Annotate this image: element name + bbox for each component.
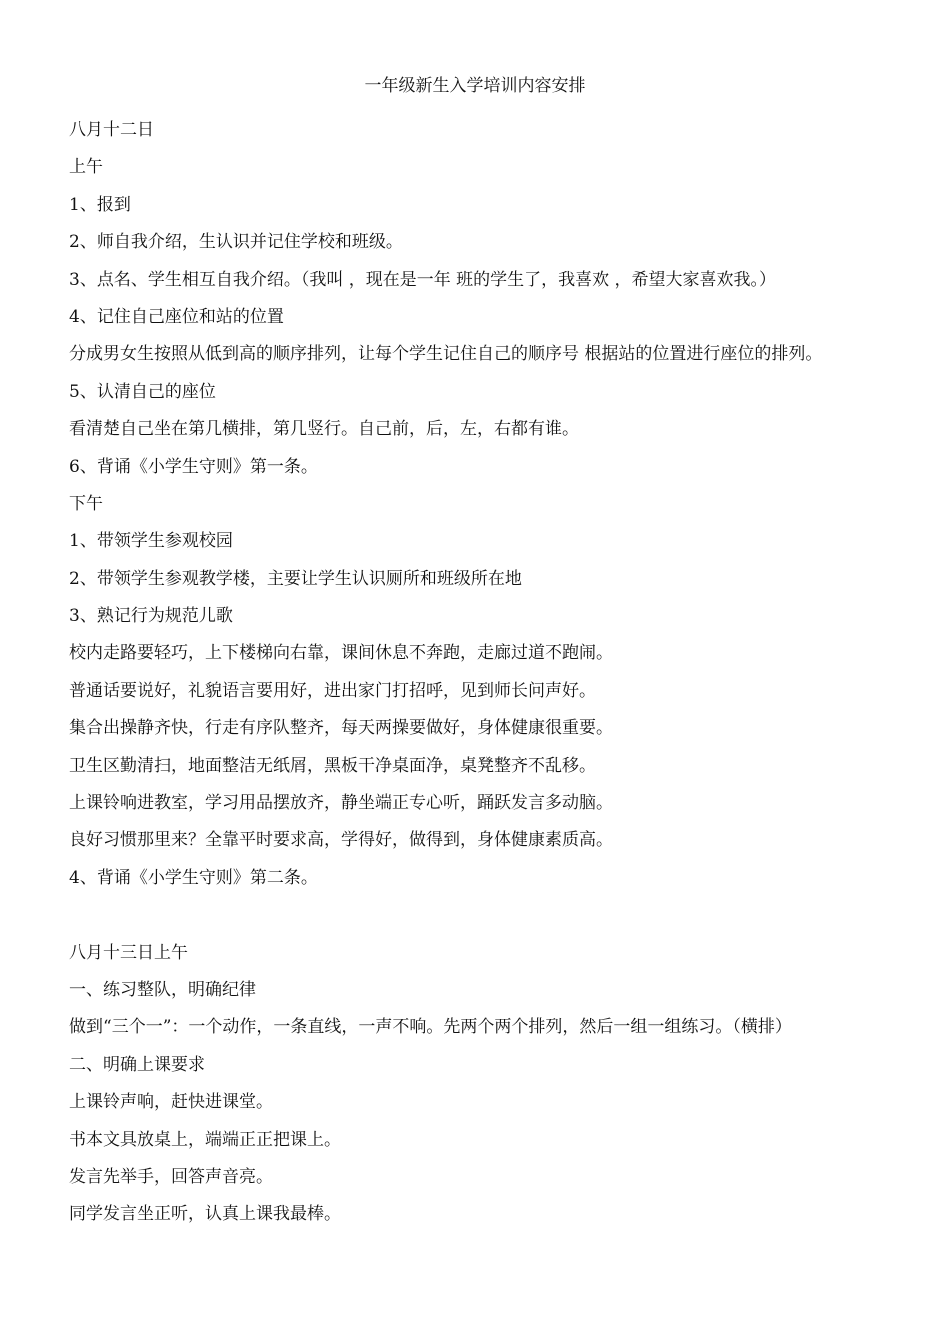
text-line: 1、报到 <box>69 194 131 215</box>
text-line: 3、熟记行为规范儿歌 <box>69 606 233 627</box>
subheading-afternoon: 下午 <box>69 493 103 514</box>
rhyme-line: 书本文具放桌上，端端正正把课上。 <box>69 1129 341 1150</box>
rhyme-line: 集合出操静齐快，行走有序队整齐，每天两操要做好，身体健康很重要。 <box>69 718 613 739</box>
text-line: 二、明确上课要求 <box>69 1054 205 1075</box>
rhyme-line: 同学发言坐正听，认真上课我最棒。 <box>69 1204 341 1225</box>
rhyme-line: 卫生区勤清扫，地面整洁无纸屑，黑板干净桌面净，桌凳整齐不乱移。 <box>69 755 596 776</box>
text-line: 一、练习整队，明确纪律 <box>69 980 256 1000</box>
text-line: 1、带领学生参观校园 <box>69 531 233 552</box>
text-line: 看清楚自己坐在第几横排，第几竖行。自己前，后，左，右都有谁。 <box>69 419 579 440</box>
rhyme-line: 上课铃声响，赶快进课堂。 <box>69 1092 273 1113</box>
text-line: 做到“三个一”：一个动作，一条直线，一声不响。先两个两个排列，然后一组一组练习。（横排） <box>69 1017 792 1038</box>
document-title: 一年级新生入学培训内容安排 <box>364 76 586 96</box>
rhyme-line: 上课铃响进教室，学习用品摆放齐，静坐端正专心听，踊跃发言多动脑。 <box>69 793 613 814</box>
rhyme-line: 良好习惯那里来？全靠平时要求高，学得好，做得到，身体健康素质高。 <box>69 830 613 851</box>
text-line: 2、师自我介绍，生认识并记住学校和班级。 <box>69 232 403 253</box>
document-body <box>69 112 889 1234</box>
text-line: 3、点名、学生相互自我介绍。（我叫 ，现在是一年 班的学生了，我喜欢 ，希望大家喜欢我。） <box>69 269 777 290</box>
blank-line <box>69 897 889 934</box>
section-heading-aug12: 八月十二日 <box>69 120 154 140</box>
text-line: 6、背诵《小学生守则》第一条。 <box>69 456 318 477</box>
rhyme-line: 普通话要说好，礼貌语言要用好，进出家门打招呼，见到师长问声好。 <box>69 680 596 701</box>
text-paragraph: 分成男女生按照从低到高的顺序排列，让每个学生记住自己的顺序号 根据站的位置进行座位的排列。 <box>69 344 823 365</box>
subheading-morning: 上午 <box>69 157 103 178</box>
text-line: 4、记住自己座位和站的位置 <box>69 306 284 327</box>
text-line: 5、认清自己的座位 <box>69 381 216 402</box>
text-line: 4、背诵《小学生守则》第二条。 <box>69 867 318 888</box>
rhyme-line: 校内走路要轻巧，上下楼梯向右靠，课间休息不奔跑，走廊过道不跑闹。 <box>69 643 613 664</box>
section-heading-aug13: 八月十三日上午 <box>69 942 188 963</box>
rhyme-line: 发言先举手，回答声音亮。 <box>69 1166 273 1187</box>
text-line: 2、带领学生参观教学楼，主要让学生认识厕所和班级所在地 <box>69 568 522 589</box>
